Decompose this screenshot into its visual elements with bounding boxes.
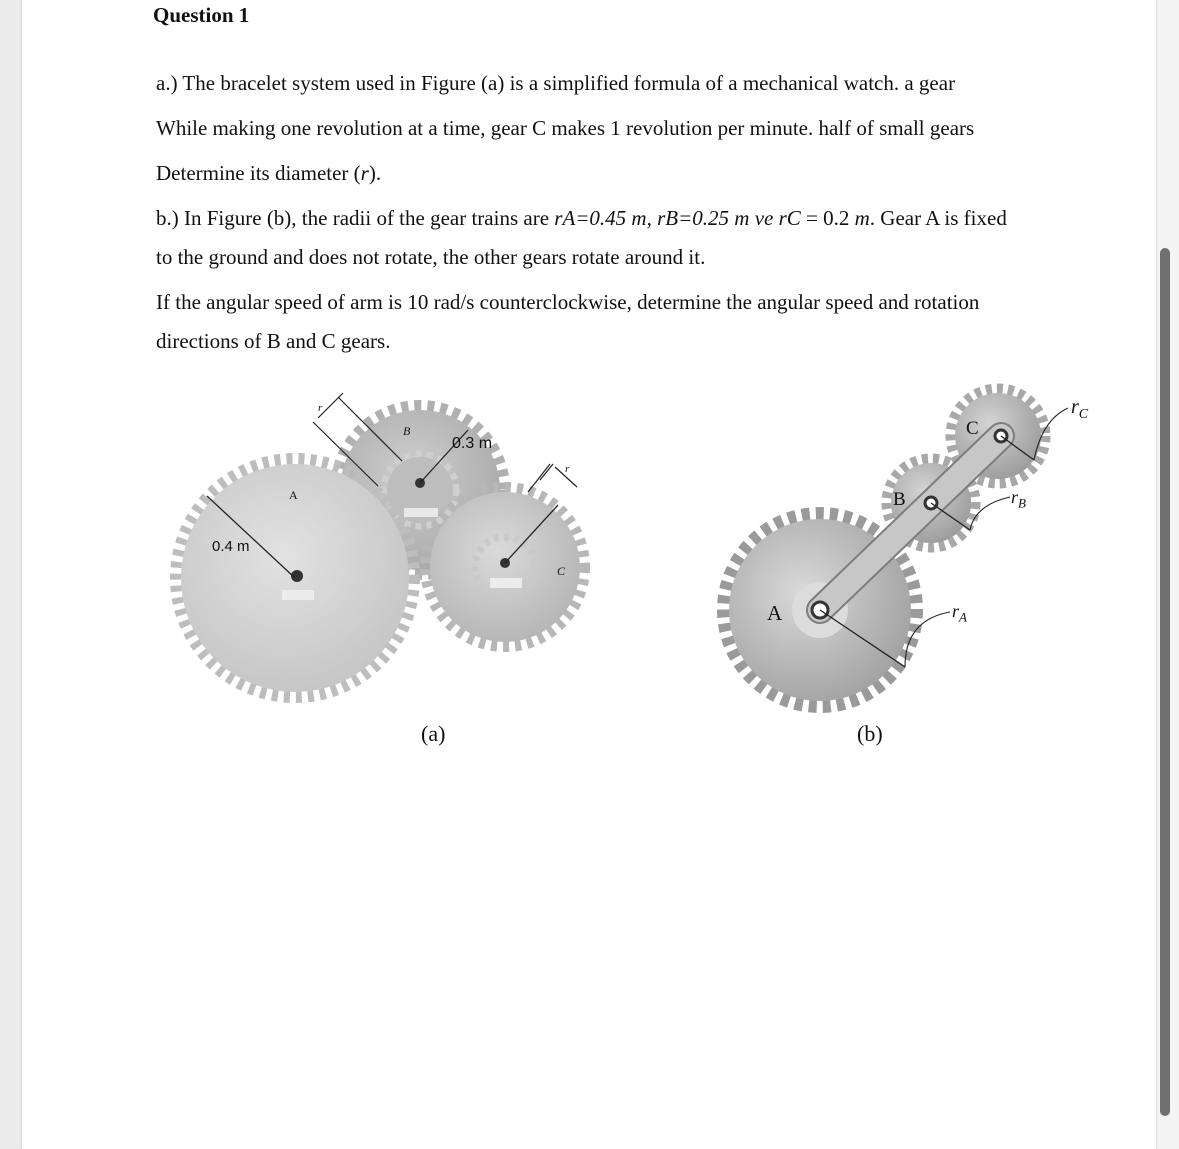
fig-a-dim-a: 0.4 m: [212, 538, 250, 555]
fig-a-label-r2: r: [565, 463, 570, 475]
fig-b-label-ra: $r_A$: [952, 601, 967, 625]
fig-b-label-a: A: [767, 601, 783, 625]
part-b-line-3: If the angular speed of arm is 10 rad/s counterclockwise, determine the angular speed and rotation: [156, 290, 980, 314]
fig-a-label-r1: r: [318, 402, 323, 414]
fig-b-label-c: C: [966, 418, 979, 439]
fig-a-label-a: A: [289, 488, 298, 502]
part-b-line-4: directions of B and C gears.: [156, 329, 391, 353]
fig-a-label-b: B: [403, 424, 411, 438]
fig-a-label-c: C: [557, 564, 566, 578]
part-a-line-2: While making one revolution at a time, gear C makes 1 revolution per minute. half of small gears: [156, 116, 975, 140]
part-b-line-1: b.) In Figure (b), the radii of the gear trains are rA=0.45 m, rB=0.25 m ve rC = 0.2 m. Gear A is fixed: [156, 206, 1007, 230]
fig-a-dim-b: 0.3 m: [452, 435, 493, 452]
figure-a-caption: (a): [421, 721, 446, 746]
part-a-line-3: Determine its diameter (r).: [156, 161, 382, 185]
fig-b-label-b: B: [893, 489, 906, 510]
question-title: Question 1: [153, 3, 250, 27]
part-b-line-2: to the ground and does not rotate, the other gears rotate around it.: [156, 245, 706, 269]
figure-b-caption: (b): [857, 721, 883, 746]
fig-b-label-rb: $r_B$: [1011, 487, 1026, 511]
part-a-line-1: a.) The bracelet system used in Figure (a) is a simplified formula of a mechanical watch. a gear: [156, 71, 956, 95]
fig-b-label-rc: $r_C$: [1071, 396, 1089, 422]
